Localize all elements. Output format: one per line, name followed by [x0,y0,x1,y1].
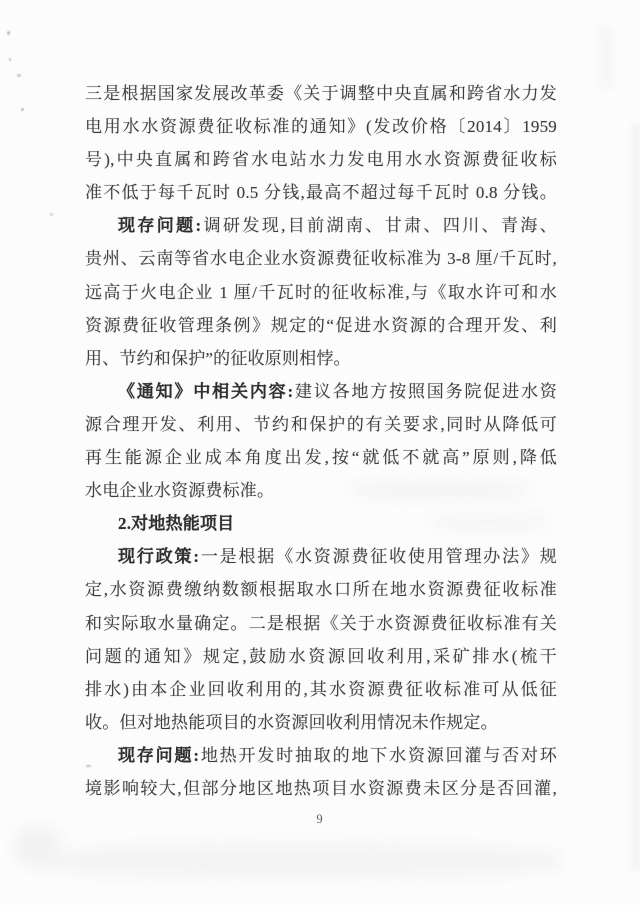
text-line [85,540,557,573]
bold-lead: 现存问题: [118,745,200,765]
line-text: 收。但对地热能项目的水资源回收利用情况未作规定。 [85,712,498,732]
text-line [85,739,557,772]
section-heading [85,507,557,540]
bold-lead: 现行政策: [118,547,200,567]
line-text: 源合理开发、利用、节约和保护的有关要求,同时从降低可 [85,414,557,434]
bold-lead: 现存问题: [118,216,202,236]
text-line [85,77,557,110]
line-text: 资源费征收管理条例》规定的“促进水资源的合理开发、利 [85,315,557,335]
scan-speckle [21,108,24,111]
line-text: 定,水资源费缴纳数额根据取水口所在地水资源费征收标准 [85,580,557,600]
bold-lead: 2.对地热能项目 [118,514,235,534]
line-text: 调研发现,目前湖南、甘肃、四川、青海、 [201,216,557,236]
text-line [85,706,557,739]
line-text: 排水)由本企业回收利用的,其水资源费征收标准可从低征 [85,679,557,699]
text-line [85,176,557,209]
text-line [85,276,557,309]
text-line [85,209,557,242]
line-text: 远高于火电企业 1 厘/千瓦时的征收标准,与《取水许可和水 [85,282,557,302]
bold-lead: 《通知》中相关内容: [118,381,294,401]
text-line [85,673,557,706]
scan-smudge [15,828,60,866]
line-text: 地热开发时抽取的地下水资源回灌与否对环 [199,745,557,765]
scan-speckle [7,31,10,35]
scan-edge-shadow [600,28,612,88]
page-number: 9 [316,812,324,826]
line-text: 准不低于每千瓦时 0.5 分钱,最高不超过每千瓦时 0.8 分钱。 [85,183,557,203]
scan-speckle [50,213,53,216]
line-text: 建议各地方按照国务院促进水资 [293,381,557,401]
scan-edge-shadow [627,125,640,870]
line-text: 水电企业水资源费标准。 [85,481,275,501]
line-text: 号),中央直属和跨省水电站水力发电用水水资源费征收标 [85,150,557,170]
line-text: 境影响较大,但部分地区地热项目水资源费未区分是否回灌, [85,778,557,798]
document-body [85,77,557,805]
line-text: 三是根据国家发展改革委《关于调整中央直属和跨省水力发 [85,84,557,103]
text-line [85,573,557,606]
text-line [85,242,557,275]
scan-smudge [45,844,560,878]
scan-speckle [17,74,21,77]
text-line [85,342,557,375]
line-text: 再生能源企业成本角度出发,按“就低不就高”原则,降低 [85,448,557,468]
text-line [85,441,557,474]
text-line [85,375,557,408]
line-text: 一是根据《水资源费征收使用管理办法》规 [199,547,557,567]
text-line [85,309,557,342]
text-line [85,408,557,441]
line-text: 电用水水资源费征收标准的通知》(发改价格〔2014〕1959 [85,117,557,137]
text-line [85,110,557,143]
line-text: 问题的通知》规定,鼓励水资源回收利用,采矿排水(梳干 [85,646,557,666]
text-line [85,772,557,805]
text-line [85,143,557,176]
line-text: 用、节约和保护”的征收原则相悖。 [85,348,351,368]
scan-speckle [9,58,11,61]
text-line [85,474,557,507]
text-line [85,640,557,673]
line-text: 和实际取水量确定。二是根据《关于水资源费征收标准有关 [85,613,557,633]
line-text: 贵州、云南等省水电企业水资源费征收标准为 3-8 厘/千瓦时, [85,249,557,269]
text-line [85,607,557,640]
